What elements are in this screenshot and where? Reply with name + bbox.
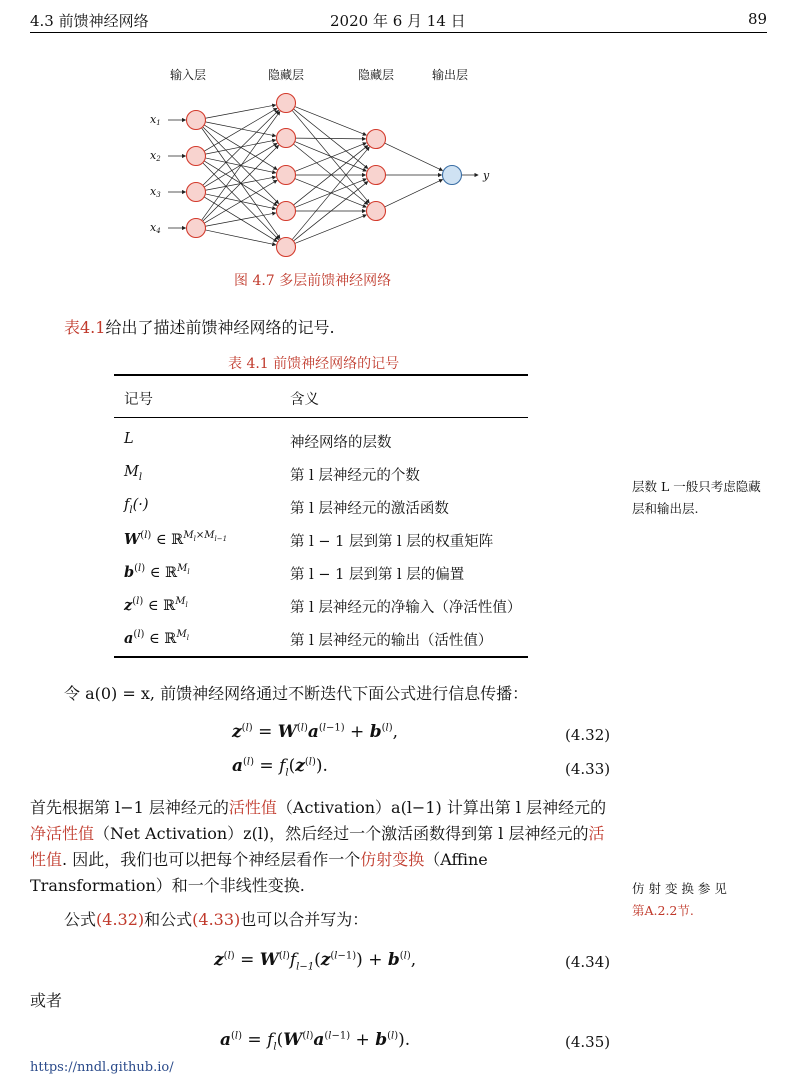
connection-edge (204, 108, 277, 151)
connection-edge (203, 110, 279, 185)
neuron (187, 183, 206, 202)
connection-edge (385, 179, 443, 206)
ref-4-33[interactable]: (4.33) (192, 910, 241, 929)
meaning-row-4: 第 l − 1 层到第 l 层的权重矩阵 (290, 534, 494, 550)
symbol-a: $a^{(l)}$ ∈ ℝ$^{M_l}$ (124, 629, 189, 647)
connection-edge (295, 107, 366, 136)
symbol-W: $W^{(l)}$ ∈ ℝ$^{M_l\times M_{l-1}}$ (124, 530, 228, 548)
meaning-row-7: 第 l 层神经元的输出（活性值） (290, 633, 493, 649)
connection-edge (203, 145, 279, 221)
connection-edge (295, 143, 366, 172)
meaning-row-5: 第 l − 1 层到第 l 层的偏置 (290, 567, 465, 583)
figure-caption: 图 4.7 多层前馈神经网络 (234, 273, 392, 289)
connection-edge (205, 230, 275, 245)
input-label-x1: x1 (150, 113, 161, 127)
connection-edge (293, 144, 367, 204)
side-note-affine-ref[interactable]: 第A.2.2节. (632, 903, 694, 918)
link-affine-transformation[interactable]: 仿射变换 (360, 850, 425, 869)
neuron (277, 238, 296, 257)
table-header-meaning: 含义 (290, 392, 319, 408)
neuron (277, 94, 296, 113)
or-text: 或者 (30, 991, 63, 1010)
input-label-x3: x3 (150, 185, 161, 199)
output-label-y: y (483, 169, 490, 182)
side-note-affine (632, 878, 727, 922)
header-date: 2020 年 6 月 14 日 (330, 12, 466, 30)
input-label-x2: x2 (150, 149, 161, 163)
connection-edge (295, 215, 366, 244)
connection-edge (205, 213, 275, 226)
table-mid-rule (114, 417, 528, 418)
side-note-line1: 层数 L 一般只考虑隐藏 (632, 479, 761, 494)
intro-text: 给出了描述前馈神经网络的记号. (105, 318, 335, 337)
connection-edge (205, 140, 275, 154)
neuron (187, 219, 206, 238)
neuron (277, 129, 296, 148)
header-rule (30, 32, 767, 33)
network-diagram (130, 85, 510, 265)
neuron (277, 166, 296, 185)
meaning-row-6: 第 l 层神经元的净输入（净活性值） (290, 600, 522, 616)
eqno-4-32: (4.32) (565, 726, 611, 744)
layer-label-input: 输入层 (170, 68, 207, 82)
link-net-activation[interactable]: 净 (30, 824, 47, 843)
footer-url[interactable]: https://nndl.github.io/ (30, 1060, 174, 1075)
table-ref[interactable]: 表4.1 (64, 318, 106, 337)
symbol-b: $b^{(l)}$ ∈ ℝ$^{M_l}$ (124, 563, 190, 581)
connection-edge (295, 142, 367, 171)
page-number: 89 (748, 10, 768, 28)
connection-edge (205, 105, 275, 118)
neuron (367, 166, 386, 185)
symbol-f: $f_l(\cdot)$ (124, 497, 149, 516)
equation-4-35: $a^{(l)} = f_l(W^{(l)}a^{(l-1)} + b^{(l)})$. (220, 1030, 411, 1053)
connection-edge (385, 143, 443, 170)
symbol-z: $z^{(l)}$ ∈ ℝ$^{M_l}$ (124, 596, 188, 614)
meaning-row-2: 第 l 层神经元的个数 (290, 468, 420, 484)
meaning-row-1: 神经网络的层数 (290, 435, 392, 451)
equation-4-32: $z^{(l)} = W^{(l)}a^{(l-1)} + b^{(l)}$, (232, 722, 398, 742)
ref-4-32[interactable]: (4.32) (96, 910, 145, 929)
side-note-affine-line1: 仿 射 变 换 参 见 (632, 881, 727, 896)
connection-edge (295, 138, 365, 139)
eqno-4-34: (4.34) (565, 953, 611, 971)
link-activation[interactable]: 活性值 (228, 798, 277, 817)
equation-4-34: $z^{(l)} = W^{(l)}f_{l-1}(z^{(l-1)}) + b^{(l)}$, (214, 950, 417, 973)
side-note-line2: 层和输出层. (632, 501, 699, 516)
connection-edge (204, 143, 277, 187)
table-bottom-rule (114, 656, 528, 658)
symbol-L: L (124, 431, 134, 447)
eqno-4-33: (4.33) (565, 760, 611, 778)
section-header: 4.3 前馈神经网络 (30, 12, 149, 30)
equation-4-33: $a^{(l)} = f_l(z^{(l)})$. (232, 756, 328, 779)
neuron (367, 130, 386, 149)
layer-label-hidden2: 隐藏层 (358, 68, 395, 82)
meaning-row-3: 第 l 层神经元的激活函数 (290, 501, 449, 517)
link-activation-value[interactable]: 活性 (30, 824, 605, 869)
input-label-x4: x4 (150, 221, 161, 235)
eqno-4-35: (4.35) (565, 1033, 611, 1051)
connection-edge (292, 147, 369, 240)
neuron (277, 202, 296, 221)
table-top-rule (114, 374, 528, 376)
neuron (187, 111, 206, 130)
table-header-symbol: 记号 (124, 392, 153, 408)
symbol-M: $M_l$ (124, 464, 143, 483)
paragraph-propagation: 令 a(0) = x, 前馈神经网络通过不断迭代下面公式进行信息传播： (64, 684, 529, 703)
paragraph-explanation: 首先根据第 l−1 层神经元的活性值（Activation）a(l−1) 计算出第 l 层神经元的净活性值（Net Activation）z(l)，然后经过一个激活函数得到第 l 层神经元的活性值. 因此，我们也可以把每个神经层看作一个仿射变换（Affine Transformation）和一个非线性变换. (30, 798, 607, 895)
side-note-layers (632, 476, 761, 520)
layer-label-output: 输出层 (432, 68, 469, 82)
connection-edge (202, 112, 280, 221)
layer-label-hidden1: 隐藏层 (268, 68, 305, 82)
neuron (187, 147, 206, 166)
neuron (367, 202, 386, 221)
table-caption: 表 4.1 前馈神经网络的记号 (228, 356, 400, 372)
paragraph-combine: 公式(4.32)和公式(4.33)也可以合并写为： (64, 910, 369, 929)
intro-paragraph (64, 315, 335, 341)
output-neuron (443, 166, 462, 185)
